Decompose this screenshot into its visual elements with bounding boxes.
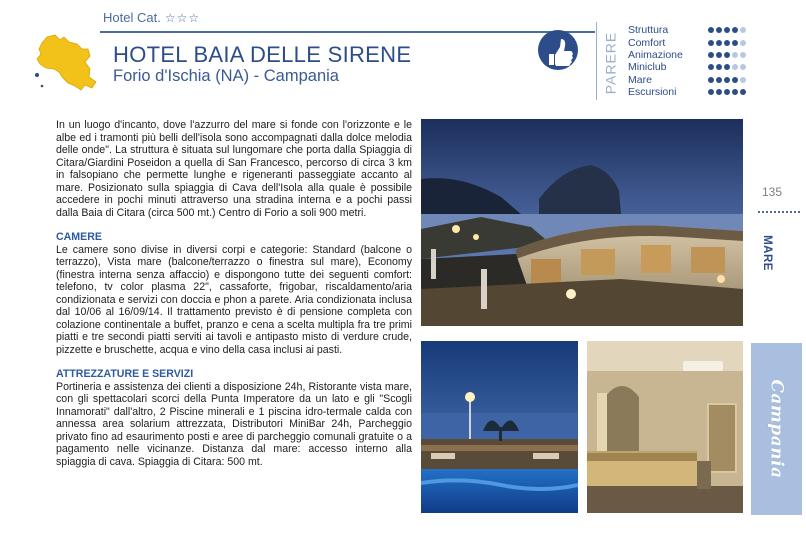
rooms-text: Le camere sono divise in diversi corpi e categorie: Standard (balcone o terrazzo), Vista mare (balcone/terrazzo o finestra sul mare), Economy (finestra interna senza affaccio) e dispongono tutte dei seguenti comfort: telefono, tv color plasma 22", cassaforte, frigobar, riscaldamento/aria condizionata e servizi con doccia e phon a parete. Aria condizionata inclusa dal 10/06 al 16/09/14. Il trattamento previsto è di pensione completa con colazione continentale a buffet, pranzo e cena a scelta multipla fra tre primi piatti e tre secondi piatti serviti ai tavoli e antipasto misto di verdure crude, pizzette e bruschette, acqua e vino della casa inclusi ai pasti. (56, 243, 412, 356)
rating-dot (740, 52, 746, 58)
rating-dot (740, 64, 746, 70)
rating-dot (716, 77, 722, 83)
intro-text: In un luogo d'incanto, dove l'azzurro del mare si fonde con l'orizzonte e le albe ed i tramonti più belli dell'isola sono accompagnati dalla dolce melodia delle onde". La struttura è situata sul lungomare che porta dalla Spiaggia di Citara/Giardini Poseidon a quella di San Francesco, percorso di circa 3 km in falsopiano che permette lunghe e rigeneranti passeggiate accanto al mare. Posizionato sulla spiaggia di Cava dell'Isola alla quale è possibile accedere in pochi minuti attraverso una stradina interna e a pochi passi dalla Baia di Citara (circa 500 mt.) Centro di Forio a soli 900 metri. (56, 119, 412, 219)
services-title: ATTREZZATURE E SERVIZI (56, 368, 194, 380)
rating-dots (708, 40, 746, 46)
rating-dot (724, 77, 730, 83)
rating-dot (724, 40, 730, 46)
rating-label: Comfort (628, 36, 666, 49)
opinion-label: PARERE (602, 31, 619, 95)
rating-row (628, 86, 746, 98)
hotel-category (103, 10, 200, 25)
hotel-description (56, 119, 412, 468)
rating-dot (716, 40, 722, 46)
rating-dot (732, 64, 738, 70)
rating-dot (740, 40, 746, 46)
rating-dot (708, 40, 714, 46)
thumbs-up-icon (534, 26, 584, 76)
rating-row (628, 49, 746, 61)
rating-label: Struttura (628, 24, 669, 37)
rating-dot (716, 52, 722, 58)
region-tab (751, 343, 802, 515)
rating-dot (732, 27, 738, 33)
rating-row (628, 36, 746, 48)
rating-dot (708, 77, 714, 83)
rating-dot (732, 52, 738, 58)
category-label: MARE (761, 235, 773, 271)
rating-dot (724, 52, 730, 58)
hotel-exterior-photo (421, 119, 743, 326)
header-divider (100, 31, 595, 33)
rating-row (628, 24, 746, 36)
hotel-category-label: Hotel Cat. (103, 10, 161, 25)
rating-row (628, 61, 746, 73)
rating-dot (708, 52, 714, 58)
rating-dot (716, 27, 722, 33)
opinion-divider (596, 22, 597, 100)
rating-dot (732, 40, 738, 46)
rating-dot (724, 27, 730, 33)
rating-label: Animazione (628, 48, 683, 61)
rating-dot (724, 64, 730, 70)
rating-dot (708, 64, 714, 70)
rating-dots (708, 27, 746, 33)
rating-dots (708, 64, 746, 70)
bedroom-photo (587, 341, 743, 513)
rating-label: Mare (628, 73, 652, 86)
star-rating: ☆☆☆ (164, 10, 201, 25)
rating-dot (740, 27, 746, 33)
rating-dot (716, 89, 722, 95)
rating-label: Miniclub (628, 61, 667, 74)
rating-dot (732, 89, 738, 95)
hotel-name: HOTEL BAIA DELLE SIRENE (113, 42, 412, 67)
rating-dot (740, 77, 746, 83)
rating-panel (628, 24, 746, 98)
rating-dots (708, 89, 746, 95)
campania-map-icon (30, 33, 102, 95)
services-text: Portineria e assistenza dei clienti a disposizione 24h, Ristorante vista mare, con gli spettacolari scorci della Punta Imperatore da un lato e gli "Scogli Innamorati" dall'altro, 2 Piscine minerali e 1 piscina idro-termale calda con annessa area solarium attrezzata, Distributori MiniBar 24h, Parcheggio privato fino ad esaurimento posti e aree di parcheggio comunali gratuite o a pagamento nelle vicinanze. Distanza dal mare: accesso interno alla spiaggia di cava. Spiaggia di Citara: 500 mt. (56, 380, 412, 468)
rating-label: Escursioni (628, 86, 677, 99)
rating-dot (708, 27, 714, 33)
hotel-location: Forio d'Ischia (NA) - Campania (113, 67, 339, 85)
region-label: Campania (766, 379, 787, 479)
rating-row (628, 74, 746, 86)
rating-dot (732, 77, 738, 83)
page-dots-divider (758, 211, 800, 213)
rating-dot (724, 89, 730, 95)
rooms-title: CAMERE (56, 231, 102, 243)
rating-dots (708, 52, 746, 58)
page-number: 135 (762, 185, 783, 199)
rating-dot (740, 89, 746, 95)
rating-dot (708, 89, 714, 95)
rating-dots (708, 77, 746, 83)
pool-night-photo (421, 341, 578, 513)
rating-dot (716, 64, 722, 70)
